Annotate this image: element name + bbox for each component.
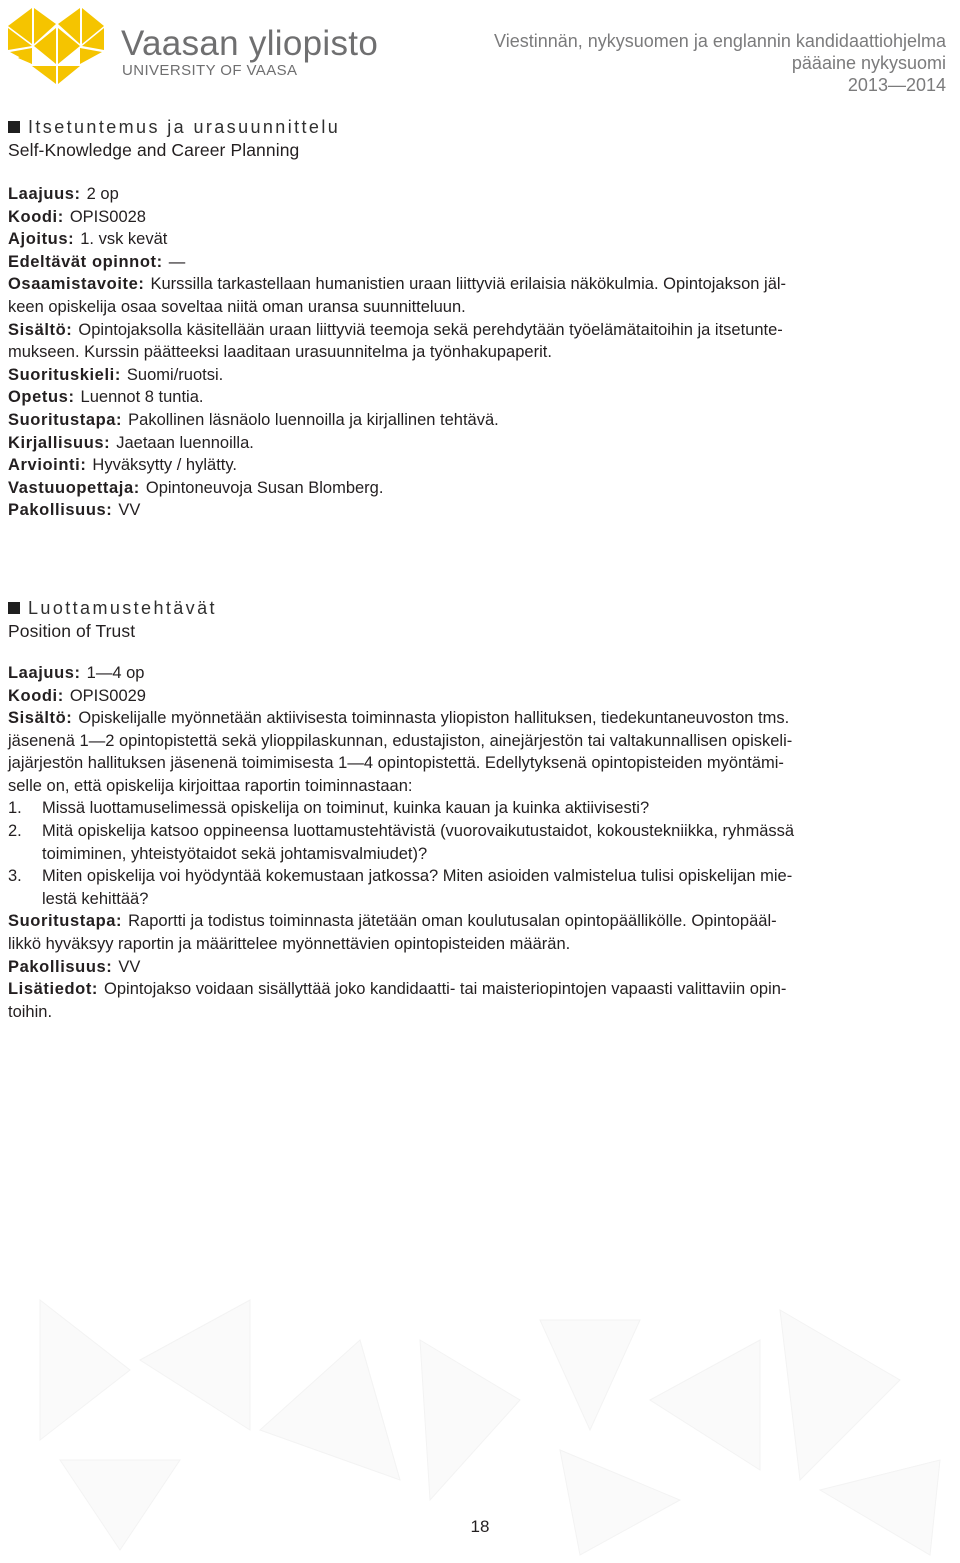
page-number: 18: [470, 1517, 490, 1536]
field-value: VV: [118, 501, 141, 520]
field-label: Pakollisuus:: [8, 957, 113, 976]
logo-wordmark: Vaasan yliopisto: [121, 24, 379, 63]
field-suoritustapa: [8, 409, 956, 432]
section-title: Luottamustehtävät: [28, 597, 217, 618]
list-text: Missä luottamuselimessä opiskelija on toiminut, kuinka kauan ja kuinka aktiivisesti?: [42, 799, 650, 818]
field-label: Suorituskieli:: [8, 365, 121, 384]
list-text: Mitä opiskelija katsoo oppineensa luottamustehtävistä (vuorovaikutustaidot, kokoustekniikka, ryhmässä: [42, 822, 795, 841]
field-suoritustapa: [8, 910, 956, 933]
field-lisatiedot: [8, 978, 956, 1001]
field-sisalto: [8, 319, 956, 342]
field-edeltavat: [8, 251, 956, 274]
list-item-continuation: lestä kehittää?: [42, 889, 149, 908]
section-subtitle: Self-Knowledge and Career Planning: [8, 140, 300, 160]
field-value: Opintojaksolla käsitellään uraan liittyviä teemoja sekä perehdytään työelämätaitoihin ja itsetunte-: [78, 320, 783, 339]
bullet-square-icon: [8, 121, 20, 133]
list-item: [8, 865, 956, 888]
field-label: Sisältö:: [8, 709, 73, 728]
field-label: Kirjallisuus:: [8, 433, 111, 452]
field-label: Sisältö:: [8, 320, 73, 339]
field-opetus: [8, 386, 956, 409]
program-years: 2013—2014: [847, 75, 946, 95]
program-info: [494, 30, 946, 96]
program-major: pääaine nykysuomi: [791, 53, 946, 73]
field-koodi: [8, 206, 956, 229]
field-ajoitus: [8, 228, 956, 251]
field-label: Ajoitus:: [8, 230, 75, 249]
field-label: Suoritustapa:: [8, 912, 123, 931]
field-label: Koodi:: [8, 686, 64, 705]
list-item-continuation: toimiminen, yhteistyötaidot sekä johtamisvalmiudet)?: [42, 844, 428, 863]
list-text: Miten opiskelija voi hyödyntää kokemustaan jatkossa? Miten asioiden valmistelua tulisi opiskelijan mie-: [42, 867, 793, 886]
section-heading: [8, 597, 956, 620]
section-heading: [8, 116, 956, 139]
field-label: Arviointi:: [8, 456, 87, 475]
field-kirjallisuus: [8, 432, 956, 455]
field-suorituskieli: [8, 364, 956, 387]
field-value: 1—4 op: [86, 663, 145, 682]
field-label: Koodi:: [8, 207, 64, 226]
field-value: Pakollinen läsnäolo luennoilla ja kirjallinen tehtävä.: [128, 410, 499, 429]
page-content: [8, 116, 956, 1023]
field-value: Raportti ja todistus toiminnasta jätetään oman koulutusalan opintopäällikölle. Opintopääl-: [128, 912, 777, 931]
field-value: OPIS0029: [69, 686, 146, 705]
program-title: Viestinnän, nykysuomen ja englannin kandidaattiohjelma: [494, 31, 946, 51]
list-number: 3.: [8, 867, 22, 886]
field-value: Kurssilla tarkastellaan humanistien uraan liittyviä erilaisia näkökulmia. Opintojakson jäl-: [150, 275, 787, 294]
field-continuation: likkö hyväksyy raportin ja määrittelee myönnettävien opintopisteiden määrän.: [8, 935, 571, 954]
field-continuation: jäsenenä 1—2 opintopistettä sekä ylioppilaskunnan, edustajiston, ainejärjestön tai valtakunnallisen opiskeli-: [8, 731, 793, 750]
field-label: Osaamistavoite:: [8, 275, 145, 294]
field-value: OPIS0028: [69, 207, 146, 226]
field-osaamistavoite: [8, 273, 956, 296]
field-value: 2 op: [86, 185, 119, 203]
field-koodi: [8, 685, 956, 708]
field-value: Opiskelijalle myönnetään aktiivisesta toiminnasta yliopiston hallituksen, tiedekuntaneuvoston tms.: [78, 709, 790, 728]
field-label: Laajuus:: [8, 185, 81, 203]
field-value: Luennot 8 tuntia.: [80, 388, 204, 407]
list-number: 1.: [8, 799, 22, 818]
field-value: 1. vsk kevät: [80, 230, 168, 249]
section-title: Itsetuntemus ja urasuunnittelu: [28, 117, 341, 137]
field-arviointi: [8, 454, 956, 477]
field-label: Vastuuopettaja:: [8, 478, 140, 497]
field-continuation: selle on, että opiskelija kirjoittaa raportin toiminnastaan:: [8, 776, 413, 795]
field-value: VV: [118, 957, 141, 976]
field-label: Suoritustapa:: [8, 410, 123, 429]
field-label: Laajuus:: [8, 663, 81, 682]
field-value: Opintoneuvoja Susan Blomberg.: [145, 478, 384, 497]
field-label: Edeltävät opinnot:: [8, 252, 163, 271]
field-continuation: jajärjestön hallituksen jäsenenä toimimisesta 1—4 opintopistettä. Edellytyksenä opintopisteiden myöntämi-: [8, 754, 784, 773]
list-item: [8, 820, 956, 843]
field-value: Jaetaan luennoilla.: [116, 433, 254, 452]
field-label: Lisätiedot:: [8, 980, 99, 999]
field-pakollisuus: [8, 956, 956, 979]
field-continuation: keen opiskelija osaa soveltaa niitä oman uransa suunnitteluun.: [8, 297, 466, 316]
university-logo-icon: [6, 6, 106, 86]
field-laajuus: [8, 662, 956, 685]
list-item: [8, 797, 956, 820]
section-subtitle: Position of Trust: [8, 620, 136, 641]
field-value: Suomi/ruotsi.: [126, 365, 224, 384]
bullet-square-icon: [8, 602, 20, 614]
field-continuation: toihin.: [8, 1002, 53, 1021]
page-header: [0, 0, 960, 100]
field-sisalto: [8, 707, 956, 730]
field-label: Opetus:: [8, 388, 75, 407]
field-continuation: mukseen. Kurssin päätteeksi laaditaan urasuunnitelma ja työnhakupaperit.: [8, 343, 552, 362]
field-laajuus: [8, 183, 956, 206]
field-value: Hyväksytty / hylätty.: [92, 456, 237, 475]
field-value: Opintojakso voidaan sisällyttää joko kandidaatti- tai maisteriopintojen vapaasti valittaviin opin-: [104, 980, 787, 999]
logo-subtitle: UNIVERSITY OF VAASA: [122, 62, 298, 79]
field-label: Pakollisuus:: [8, 501, 113, 520]
field-vastuuopettaja: [8, 477, 956, 500]
field-pakollisuus: [8, 499, 956, 522]
field-value: —: [168, 252, 186, 271]
list-number: 2.: [8, 822, 22, 841]
